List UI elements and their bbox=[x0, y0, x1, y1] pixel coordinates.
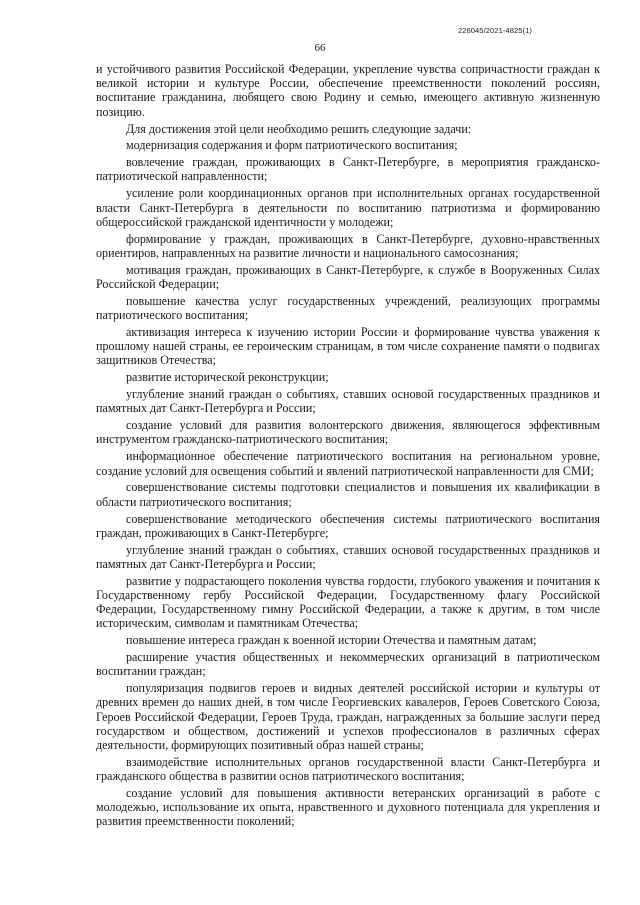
paragraph: повышение качества услуг государственных учреждений, реализующих программы патриотического воспитания; bbox=[96, 293, 600, 323]
page-number: 66 bbox=[314, 42, 326, 54]
paragraph: углубление знаний граждан о событиях, ставших основой государственных праздников и памятных дат Санкт-Петербурга и России; bbox=[96, 387, 600, 416]
paragraph: углубление знаний граждан о событиях, ставших основой государственных праздников и памятных дат Санкт-Петербурга и России; bbox=[96, 542, 600, 571]
paragraph: расширение участия общественных и некоммерческих организаций в патриотическом воспитании граждан; bbox=[96, 650, 600, 679]
paragraph: и устойчивого развития Российской Федерации, укрепление чувства сопричастности граждан к великой истории и культуре России, обеспечение преемственности поколений россиян, воспитание гражданина, любящего свою Родину и семью, имеющего активную жизненную позицию. bbox=[96, 62, 600, 119]
paragraph: усиление роли координационных органов при исполнительных органах государственной власти Санкт-Петербурга в деятельности по воспитанию патриотизма и формированию общероссийской гражданской идентичности у молодежи; bbox=[96, 186, 600, 229]
paragraph: информационное обеспечение патриотического воспитания на региональном уровне, создание условий для освещения событий и явлений патриотической направленности для СМИ; bbox=[96, 449, 600, 478]
paragraph: совершенствование методического обеспечения системы патриотического воспитания граждан, проживающих в Санкт-Петербурге; bbox=[96, 511, 600, 540]
paragraph: развитие исторической реконструкции; bbox=[126, 370, 329, 385]
document-id: 226045/2021-4825(1) bbox=[457, 26, 532, 35]
paragraph: популяризация подвигов героев и видных деятелей российской истории и культуры от древних времен до наших дней, в том числе Георгиевских кавалеров, Героев Советского Союза, Героев Российской Федерации, Героев Труда, граждан, награжденных за большие заслуги перед государством и обществом, достижений и успехов профессионалов в различных сферах деятельности, формирующих позитивный образ нашей страны; bbox=[96, 681, 600, 752]
paragraph: активизация интереса к изучению истории России и формирование чувства уважения к прошлому нашей страны, ее героическим страницам, в том числе сохранение памяти о подвигах защитников Отечества; bbox=[96, 324, 600, 368]
paragraph: вовлечение граждан, проживающих в Санкт-Петербурге, в мероприятия гражданско-патриотической направленности; bbox=[96, 155, 600, 184]
paragraph: Для достижения этой цели необходимо решить следующие задачи: bbox=[126, 121, 472, 136]
paragraph: повышение интереса граждан к военной истории Отечества и памятным датам; bbox=[126, 633, 537, 648]
paragraph: мотивация граждан, проживающих в Санкт-Петербурге, к службе в Вооруженных Силах Российской Федерации; bbox=[96, 262, 600, 291]
paragraph: совершенствование системы подготовки специалистов и повышения их квалификации в области патриотического воспитания; bbox=[96, 480, 600, 509]
paragraph: развитие у подрастающего поколения чувства гордости, глубокого уважения и почитания к Государственному гербу Российской Федерации, Государственному флагу Российской Федерации, Государственному гимну Российской Федерации, а также к другим, в том числе историческим, символам и памятникам Отечества; bbox=[96, 573, 600, 631]
paragraph: создание условий для повышения активности ветеранских организаций в работе с молодежью, использование их опыта, нравственного и духовного потенциала для укрепления и развития преемственности поколений; bbox=[96, 785, 600, 829]
paragraph: взаимодействие исполнительных органов государственной власти Санкт-Петербурга и гражданского общества в развитии основ патриотического воспитания; bbox=[96, 754, 600, 784]
paragraph: формирование у граждан, проживающих в Санкт-Петербурге, духовно-нравственных ориентиров, направленных на развитие личности и национального самосознания; bbox=[96, 231, 600, 260]
paragraph: создание условий для развития волонтерского движения, являющегося эффективным инструментом гражданско-патриотического воспитания; bbox=[96, 418, 600, 447]
document-body bbox=[96, 62, 600, 831]
paragraph: модернизация содержания и форм патриотического воспитания; bbox=[126, 138, 458, 153]
